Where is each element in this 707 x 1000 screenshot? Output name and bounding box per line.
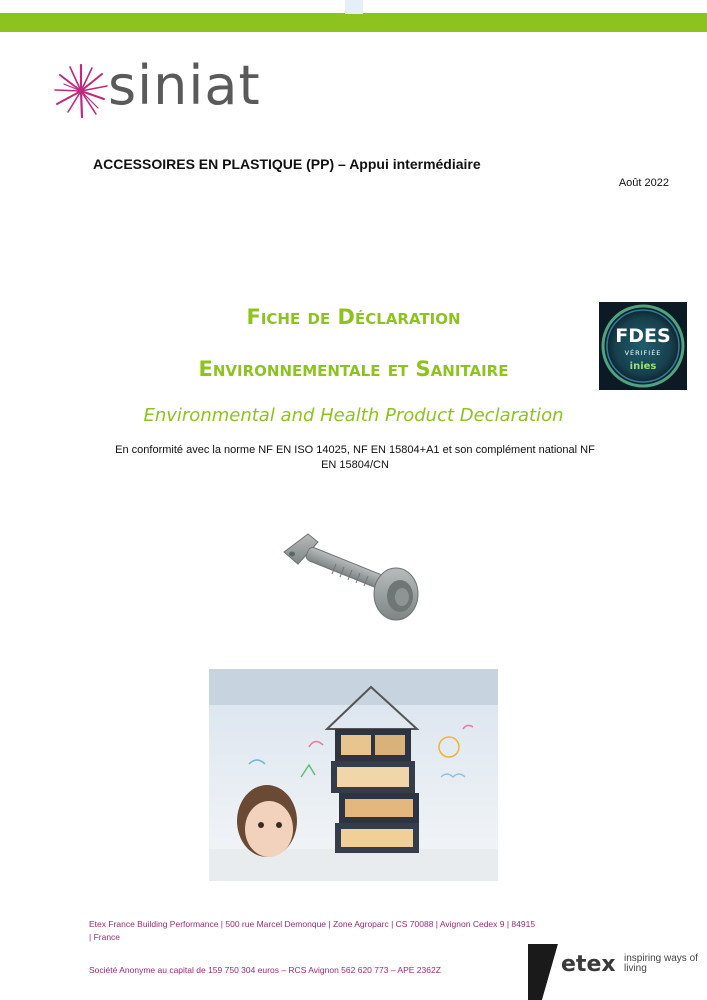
top-tab-marker bbox=[345, 0, 363, 14]
document-subtitle: Environmental and Health Product Declaration bbox=[143, 405, 564, 426]
badge-fdes-text: FDES bbox=[615, 325, 671, 347]
badge-verified-text: VÉRIFIÉE bbox=[624, 349, 662, 357]
document-title-line1: Fiche de Déclaration bbox=[246, 305, 461, 329]
house-illustration-photo bbox=[209, 669, 498, 881]
badge-inies-text: inies bbox=[629, 361, 657, 372]
etex-wordmark: etex bbox=[561, 952, 616, 977]
siniat-logo bbox=[52, 54, 282, 122]
conformity-statement: En conformité avec la norme NF EN ISO 14025, NF EN 15804+A1 et son complément national NF EN 15804/CN bbox=[115, 444, 595, 471]
plastic-support-product-image bbox=[278, 524, 426, 628]
document-date: Août 2022 bbox=[618, 177, 669, 189]
product-title: ACCESSOIRES EN PLASTIQUE (PP) – Appui intermédiaire bbox=[93, 156, 481, 172]
starburst-icon bbox=[52, 62, 110, 120]
brand-wordmark: siniat bbox=[108, 54, 261, 117]
etex-logo-block bbox=[528, 944, 707, 1000]
footer-address: Etex France Building Performance | 500 rue Marcel Demonque | Zone Agroparc | CS 70088 | Avignon Cedex 9 | 84915 | France bbox=[89, 919, 536, 942]
etex-tagline: inspiring ways of living bbox=[624, 953, 698, 974]
footer-legal-notice: Société Anonyme au capital de 159 750 304 euros – RCS Avignon 562 620 773 – APE 2362Z bbox=[89, 965, 441, 975]
top-green-bar bbox=[0, 13, 707, 32]
document-title-line2: Environnementale et Sanitaire bbox=[198, 357, 509, 381]
